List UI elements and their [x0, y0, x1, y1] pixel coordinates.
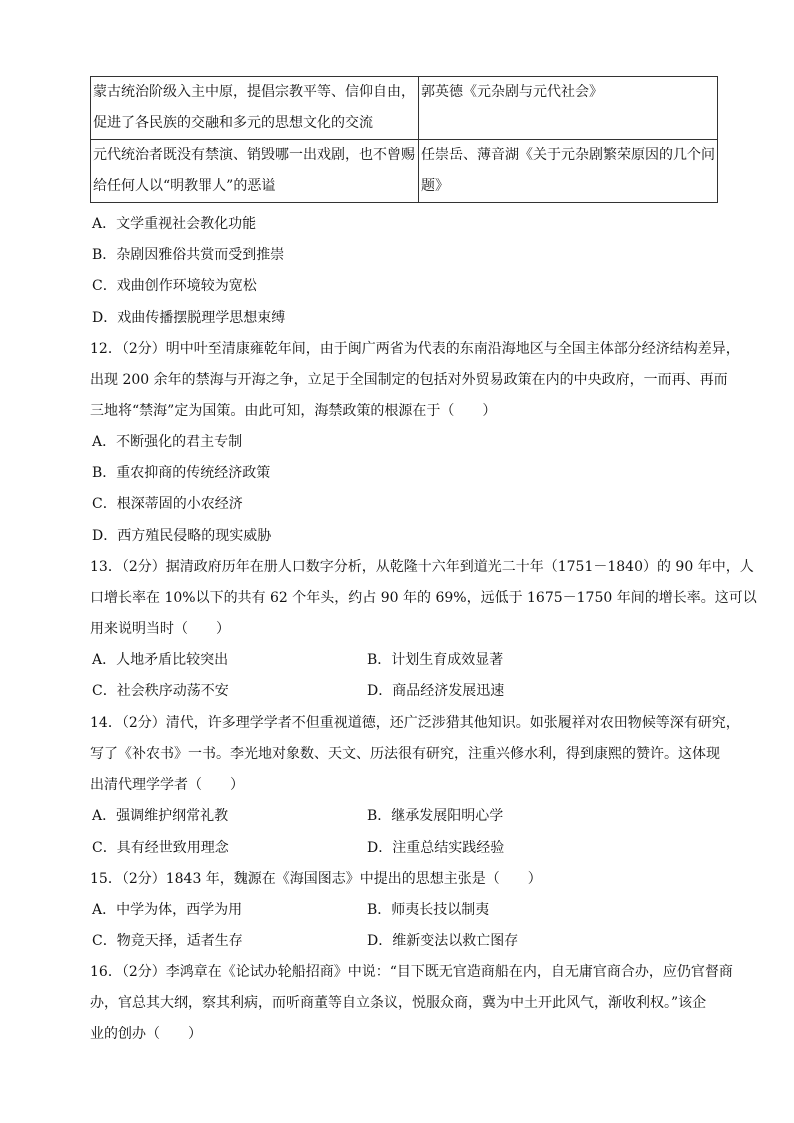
table-cell — [419, 140, 718, 203]
cell-line: 郭英德《元杂剧与元代社会》 — [421, 84, 603, 100]
q16-stem-line: 16．（2分）李鸿章在《论试办轮船招商》中说：“目下既无官造商船在内，自无庸官商合办，应仍官督商 — [90, 964, 733, 980]
q12-option-a[interactable]: A．不断强化的君主专制 — [92, 434, 243, 450]
q12-stem-line: 出现 200 余年的禁海与开海之争，立足于全国制定的包括对外贸易政策在内的中央政府，一而再、再而 — [90, 372, 728, 388]
q14-option-c[interactable]: C．具有经世致用理念 — [92, 840, 229, 856]
q12-option-d[interactable]: D．西方殖民侵略的现实威胁 — [92, 528, 272, 544]
cell-line: 任崇岳、薄音湖《关于元杂剧繁荣原因的几个问 — [421, 147, 715, 163]
source-table — [90, 76, 718, 203]
q14-stem-line: 出清代理学学者（ ） — [90, 777, 244, 793]
cell-line: 蒙古统治阶级入主中原，提倡宗教平等、信仰自由， — [93, 84, 415, 100]
q16-stem-line: 办，官总其大纲，察其利病，而听商董等自立条议，悦服众商，冀为中土开此风气，渐收利权。”该企 — [90, 995, 707, 1011]
q13-option-d[interactable]: D．商品经济发展迅速 — [367, 683, 505, 699]
q15-option-b[interactable]: B．师夷长技以制夷 — [367, 902, 490, 918]
table-cell — [91, 140, 419, 203]
q13-option-a[interactable]: A．人地矛盾比较突出 — [92, 652, 229, 668]
q15-option-c[interactable]: C．物竞天择，适者生存 — [92, 933, 243, 949]
q14-option-a[interactable]: A．强调维护纲常礼教 — [92, 808, 229, 824]
cell-line: 题》 — [421, 178, 449, 194]
q13-stem-line: 用来说明当时（ ） — [90, 621, 230, 637]
q14-stem-line: 14．（2分）清代，许多理学学者不但重视道德，还广泛涉猎其他知识。如张履祥对农田物候等深有研究， — [90, 715, 740, 731]
q12-stem-line: 三地将“禁海”定为国策。由此可知，海禁政策的根源在于（ ） — [90, 403, 497, 419]
q13-stem-line: 口增长率在 10%以下的共有 62 个年头，约占 90 年的 69%，远低于 1675－1750 年间的增长率。这可以 — [90, 590, 757, 606]
q14-option-d[interactable]: D．注重总结实践经验 — [367, 840, 505, 856]
q13-option-b[interactable]: B．计划生育成效显著 — [367, 652, 504, 668]
q11-option-d[interactable]: D．戏曲传播摆脱理学思想束缚 — [92, 310, 286, 326]
table-row — [91, 77, 718, 140]
q13-option-c[interactable]: C．社会秩序动荡不安 — [92, 683, 229, 699]
table-cell — [91, 77, 419, 140]
q15-stem-line: 15．（2分）1843 年，魏源在《海国图志》中提出的思想主张是（ ） — [90, 871, 542, 887]
q13-stem-line: 13．（2分）据清政府历年在册人口数字分析，从乾隆十六年到道光二十年（1751－1840）的 90 年中，人 — [90, 559, 754, 575]
q15-option-a[interactable]: A．中学为体，西学为用 — [92, 902, 243, 918]
q12-stem-line: 12．（2分）明中叶至清康雍乾年间，由于闽广两省为代表的东南沿海地区与全国主体部分经济结构差异， — [90, 341, 740, 357]
q14-option-b[interactable]: B．继承发展阳明心学 — [367, 808, 504, 824]
cell-line: 元代统治者既没有禁演、销毁哪一出戏剧，也不曾赐 — [93, 147, 415, 163]
q11-option-b[interactable]: B．杂剧因雅俗共赏而受到推崇 — [92, 247, 285, 263]
cell-line: 给任何人以“明教罪人”的恶谥 — [93, 178, 276, 194]
q11-option-c[interactable]: C．戏曲创作环境较为宽松 — [92, 278, 257, 294]
q15-option-d[interactable]: D．维新变法以救亡图存 — [367, 933, 519, 949]
table-row — [91, 140, 718, 203]
q14-stem-line: 写了《补农书》一书。李光地对象数、天文、历法很有研究，注重兴修水利，得到康熙的赞许。这体现 — [90, 746, 720, 762]
table-cell — [419, 77, 718, 140]
q16-stem-line: 业的创办（ ） — [90, 1026, 202, 1042]
cell-line: 促进了各民族的交融和多元的思想文化的交流 — [93, 115, 373, 131]
q11-option-a[interactable]: A．文学重视社会教化功能 — [92, 216, 257, 232]
q12-option-c[interactable]: C．根深蒂固的小农经济 — [92, 496, 243, 512]
q12-option-b[interactable]: B．重农抑商的传统经济政策 — [92, 465, 271, 481]
